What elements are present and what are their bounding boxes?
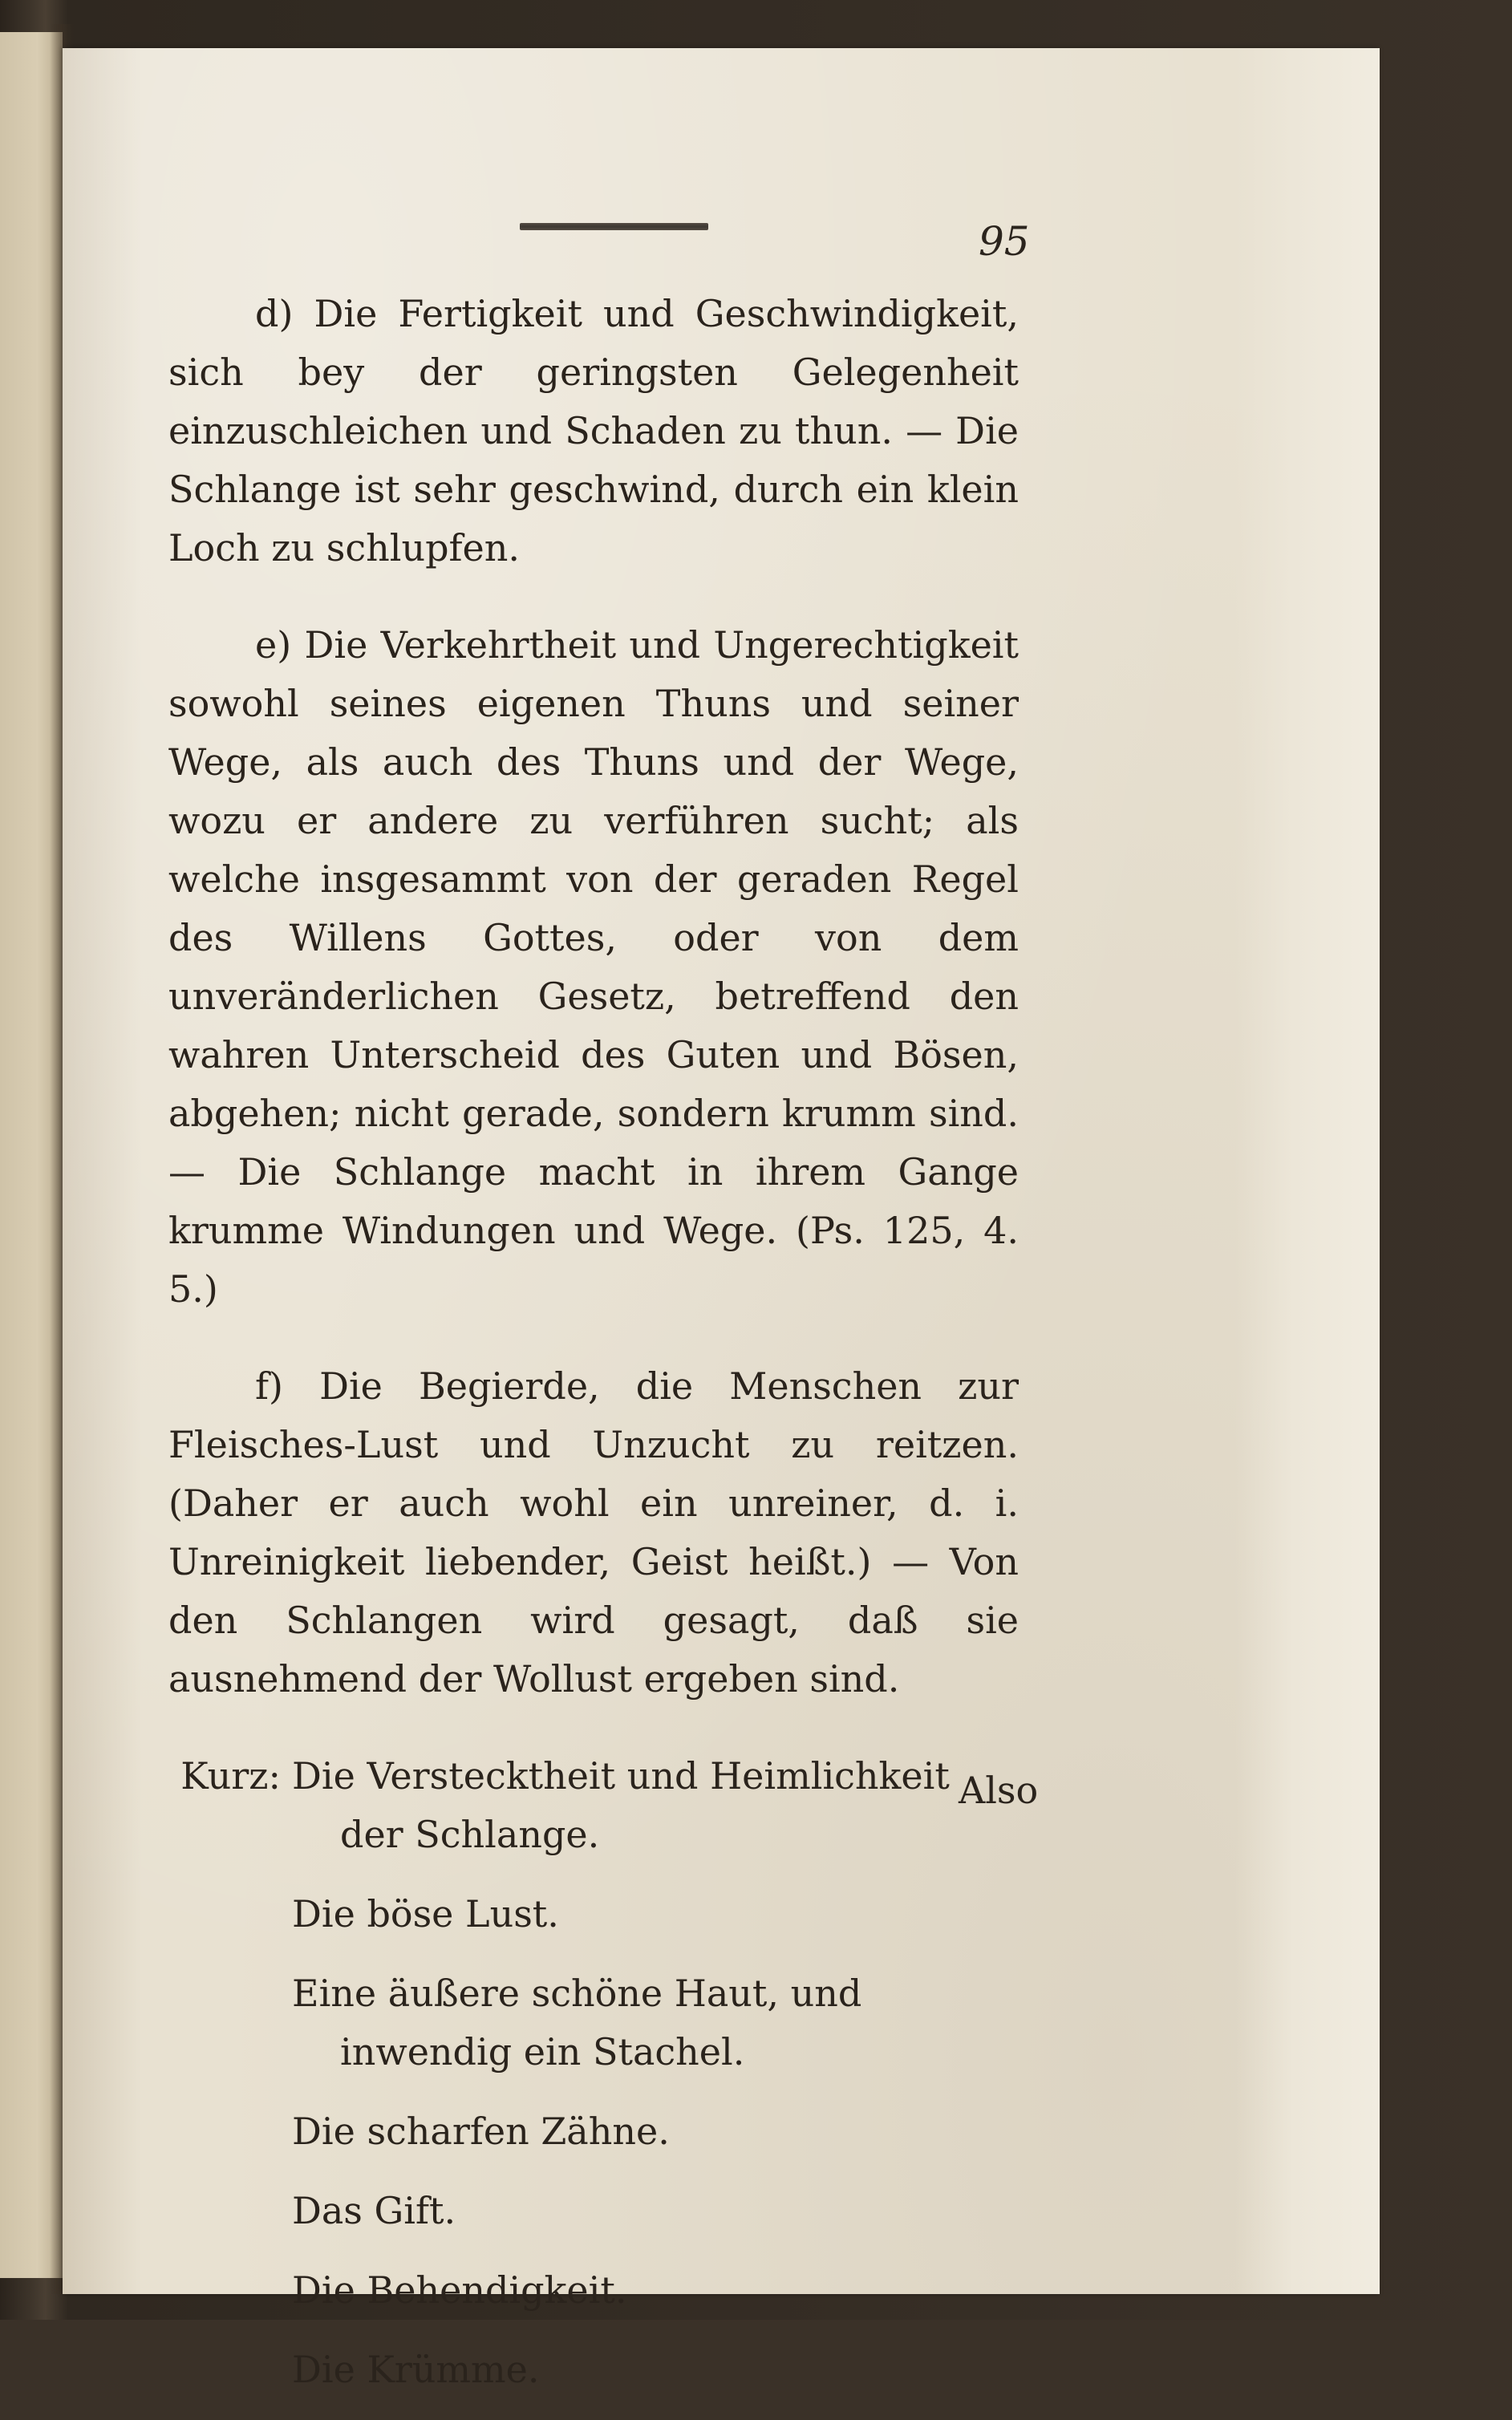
paragraph-d: d) Die Fertigkeit und Geschwindigkeit, sich bey der geringsten Gelegenheit einzuschleichen und Schaden zu thun. — Die Schlange ist sehr geschwind, durch ein klein Loch zu schlupfen. xyxy=(168,292,1019,570)
summary-label: Kurz: xyxy=(180,1754,281,1798)
page-edge xyxy=(1235,48,1380,2294)
summary-item: Das Gift. xyxy=(292,2189,456,2232)
summary-list xyxy=(168,1747,1019,2399)
summary-item: Eine äußere schöne Haut, und inwendig ein Stachel. xyxy=(292,1972,862,2073)
paragraph-e: e) Die Verkehrtheit und Ungerechtigkeit sowohl seines eigenen Thuns und seiner Wege, als auch des Thuns und der Wege, wozu er andere zu verführen sucht; als welche insgesammt von der geraden Regel des Willens Gottes, oder von dem unveränderlichen Gesetz, betreffend den wahren Unterscheid des Guten und Bösen, abgehen; nicht gerade, sondern krumm sind. — Die Schlange macht in ihrem Gange krumme Windungen und Wege. (Ps. 125, 4. 5.) xyxy=(168,623,1019,1311)
page-number: 95 xyxy=(979,218,1030,265)
summary-item: Die Behendigkeit. xyxy=(292,2268,627,2312)
paragraph-f: f) Die Begierde, die Menschen zur Fleisches-Lust und Unzucht zu reitzen. (Daher er auch wohl ein unreiner, d. i. Unreinigkeit liebender, Geist heißt.) — Von den Schlangen wird gesagt, daß sie ausnehmend der Wollust ergeben sind. xyxy=(168,1364,1019,1700)
catchword: Also xyxy=(959,1769,1039,1812)
summary-item: Die scharfen Zähne. xyxy=(292,2110,670,2153)
summary-first-row xyxy=(168,1747,1019,1864)
main-text xyxy=(168,285,1019,2420)
summary-item: Die Verstecktheit und Heimlichkeit der Schlange. xyxy=(292,1754,950,1856)
summary-item: Die böse Lust. xyxy=(292,1892,559,1936)
header-rule xyxy=(520,223,708,230)
summary-item: Die Krümme. xyxy=(292,2348,540,2391)
